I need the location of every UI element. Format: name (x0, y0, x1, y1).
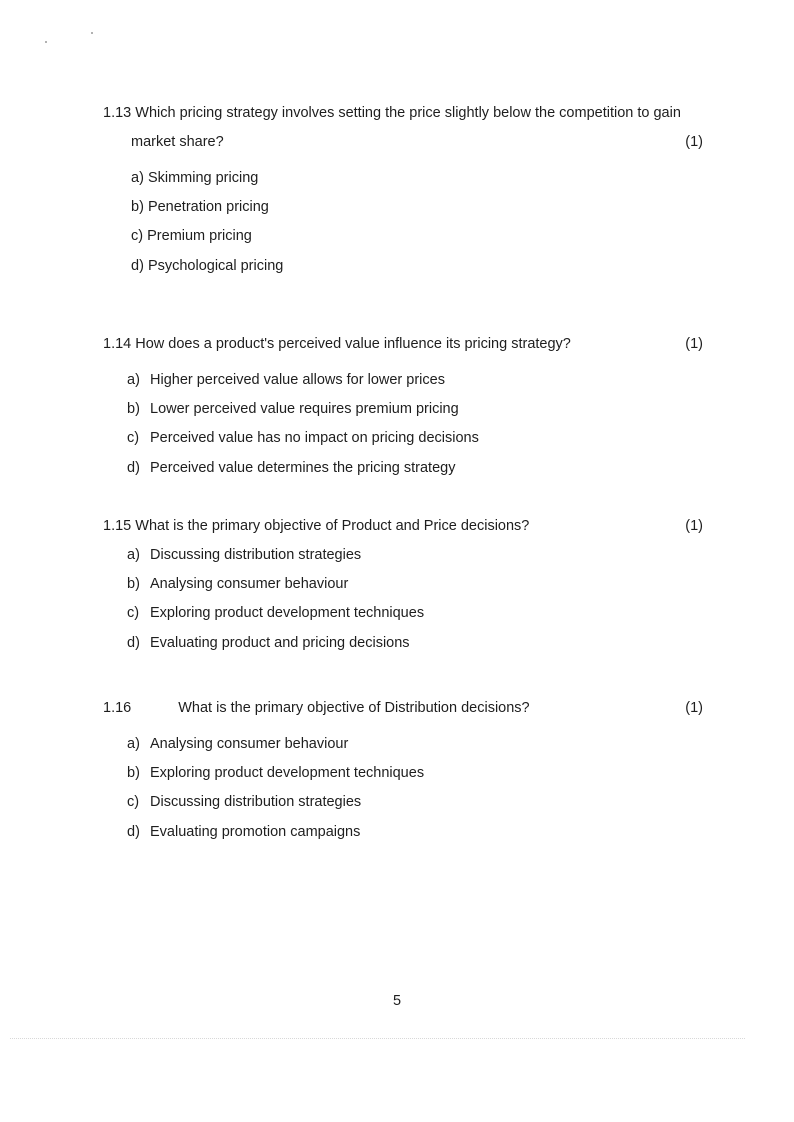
option-c (103, 226, 703, 246)
question-marks: (1) (685, 134, 703, 150)
option-letter: b) (131, 199, 144, 216)
option-letter: d) (131, 257, 144, 274)
question-stem-continued (103, 132, 703, 152)
question-number: 1.14 (103, 336, 132, 352)
option-letter: a) (131, 170, 144, 186)
option-d (103, 256, 703, 276)
option-c (103, 792, 703, 812)
scan-speck (91, 32, 93, 34)
option-text: Skimming pricing (147, 170, 259, 186)
option-text: Evaluating product and pricing decisions (150, 634, 410, 651)
option-text: Evaluating promotion campaigns (150, 823, 361, 840)
option-letter: c) (127, 794, 140, 811)
option-letter: d) (127, 823, 140, 840)
options-list (103, 545, 703, 653)
option-text: Exploring product development techniques (150, 765, 425, 782)
question-text: Which pricing strategy involves setting the price slightly below the competition to gain (135, 105, 681, 121)
question-marks: (1) (685, 518, 703, 534)
question-1-16 (103, 698, 703, 851)
option-text: Analysing consumer behaviour (150, 576, 349, 593)
option-letter: b) (127, 765, 140, 782)
question-text: What is the primary objective of Product and Price decisions? (135, 518, 530, 534)
option-text: Perceived value determines the pricing strategy (150, 459, 456, 476)
option-b (103, 574, 703, 594)
question-1-13 (103, 103, 703, 285)
scan-speck (45, 41, 47, 43)
scan-edge-line (10, 1038, 745, 1039)
option-a (103, 370, 703, 390)
option-d (103, 633, 703, 653)
question-1-15 (103, 516, 703, 662)
option-text: Higher perceived value allows for lower prices (150, 372, 445, 388)
question-text: What is the primary objective of Distribution decisions? (178, 700, 530, 716)
option-text: Discussing distribution strategies (150, 547, 362, 563)
page-number: 5 (392, 993, 402, 1009)
option-text: Penetration pricing (147, 199, 269, 216)
question-marks: (1) (685, 336, 703, 352)
option-text: Lower perceived value requires premium pricing (150, 401, 459, 418)
option-letter: b) (127, 401, 140, 418)
question-stem (103, 698, 703, 718)
option-letter: a) (127, 372, 140, 388)
question-stem (103, 334, 703, 354)
question-stem (103, 103, 703, 123)
option-a (103, 734, 703, 754)
option-c (103, 428, 703, 448)
options-list (103, 370, 703, 478)
question-text-continued: market share? (131, 134, 224, 150)
question-number: 1.16 (103, 700, 132, 716)
option-text: Discussing distribution strategies (150, 794, 362, 811)
option-letter: a) (127, 736, 140, 752)
options-list (103, 168, 703, 276)
option-text: Premium pricing (147, 228, 252, 245)
question-text: How does a product's perceived value influence its pricing strategy? (135, 336, 571, 352)
option-c (103, 603, 703, 623)
option-text: Exploring product development techniques (150, 605, 425, 622)
option-d (103, 822, 703, 842)
option-a (103, 168, 703, 188)
option-text: Perceived value has no impact on pricing decisions (150, 430, 479, 447)
option-d (103, 458, 703, 478)
option-letter: c) (127, 605, 140, 622)
option-b (103, 399, 703, 419)
option-letter: c) (127, 430, 140, 447)
option-text: Analysing consumer behaviour (150, 736, 349, 752)
option-letter: d) (127, 634, 140, 651)
option-letter: d) (127, 459, 140, 476)
question-number: 1.13 (103, 105, 132, 121)
option-letter: c) (131, 228, 144, 245)
option-letter: b) (127, 576, 140, 593)
option-b (103, 763, 703, 783)
question-number: 1.15 (103, 518, 132, 534)
options-list (103, 734, 703, 842)
question-marks: (1) (685, 700, 703, 716)
option-text: Psychological pricing (147, 257, 284, 274)
option-a (103, 545, 703, 565)
question-1-14 (103, 334, 703, 487)
option-letter: a) (127, 547, 140, 563)
question-stem (103, 516, 703, 536)
option-b (103, 197, 703, 217)
